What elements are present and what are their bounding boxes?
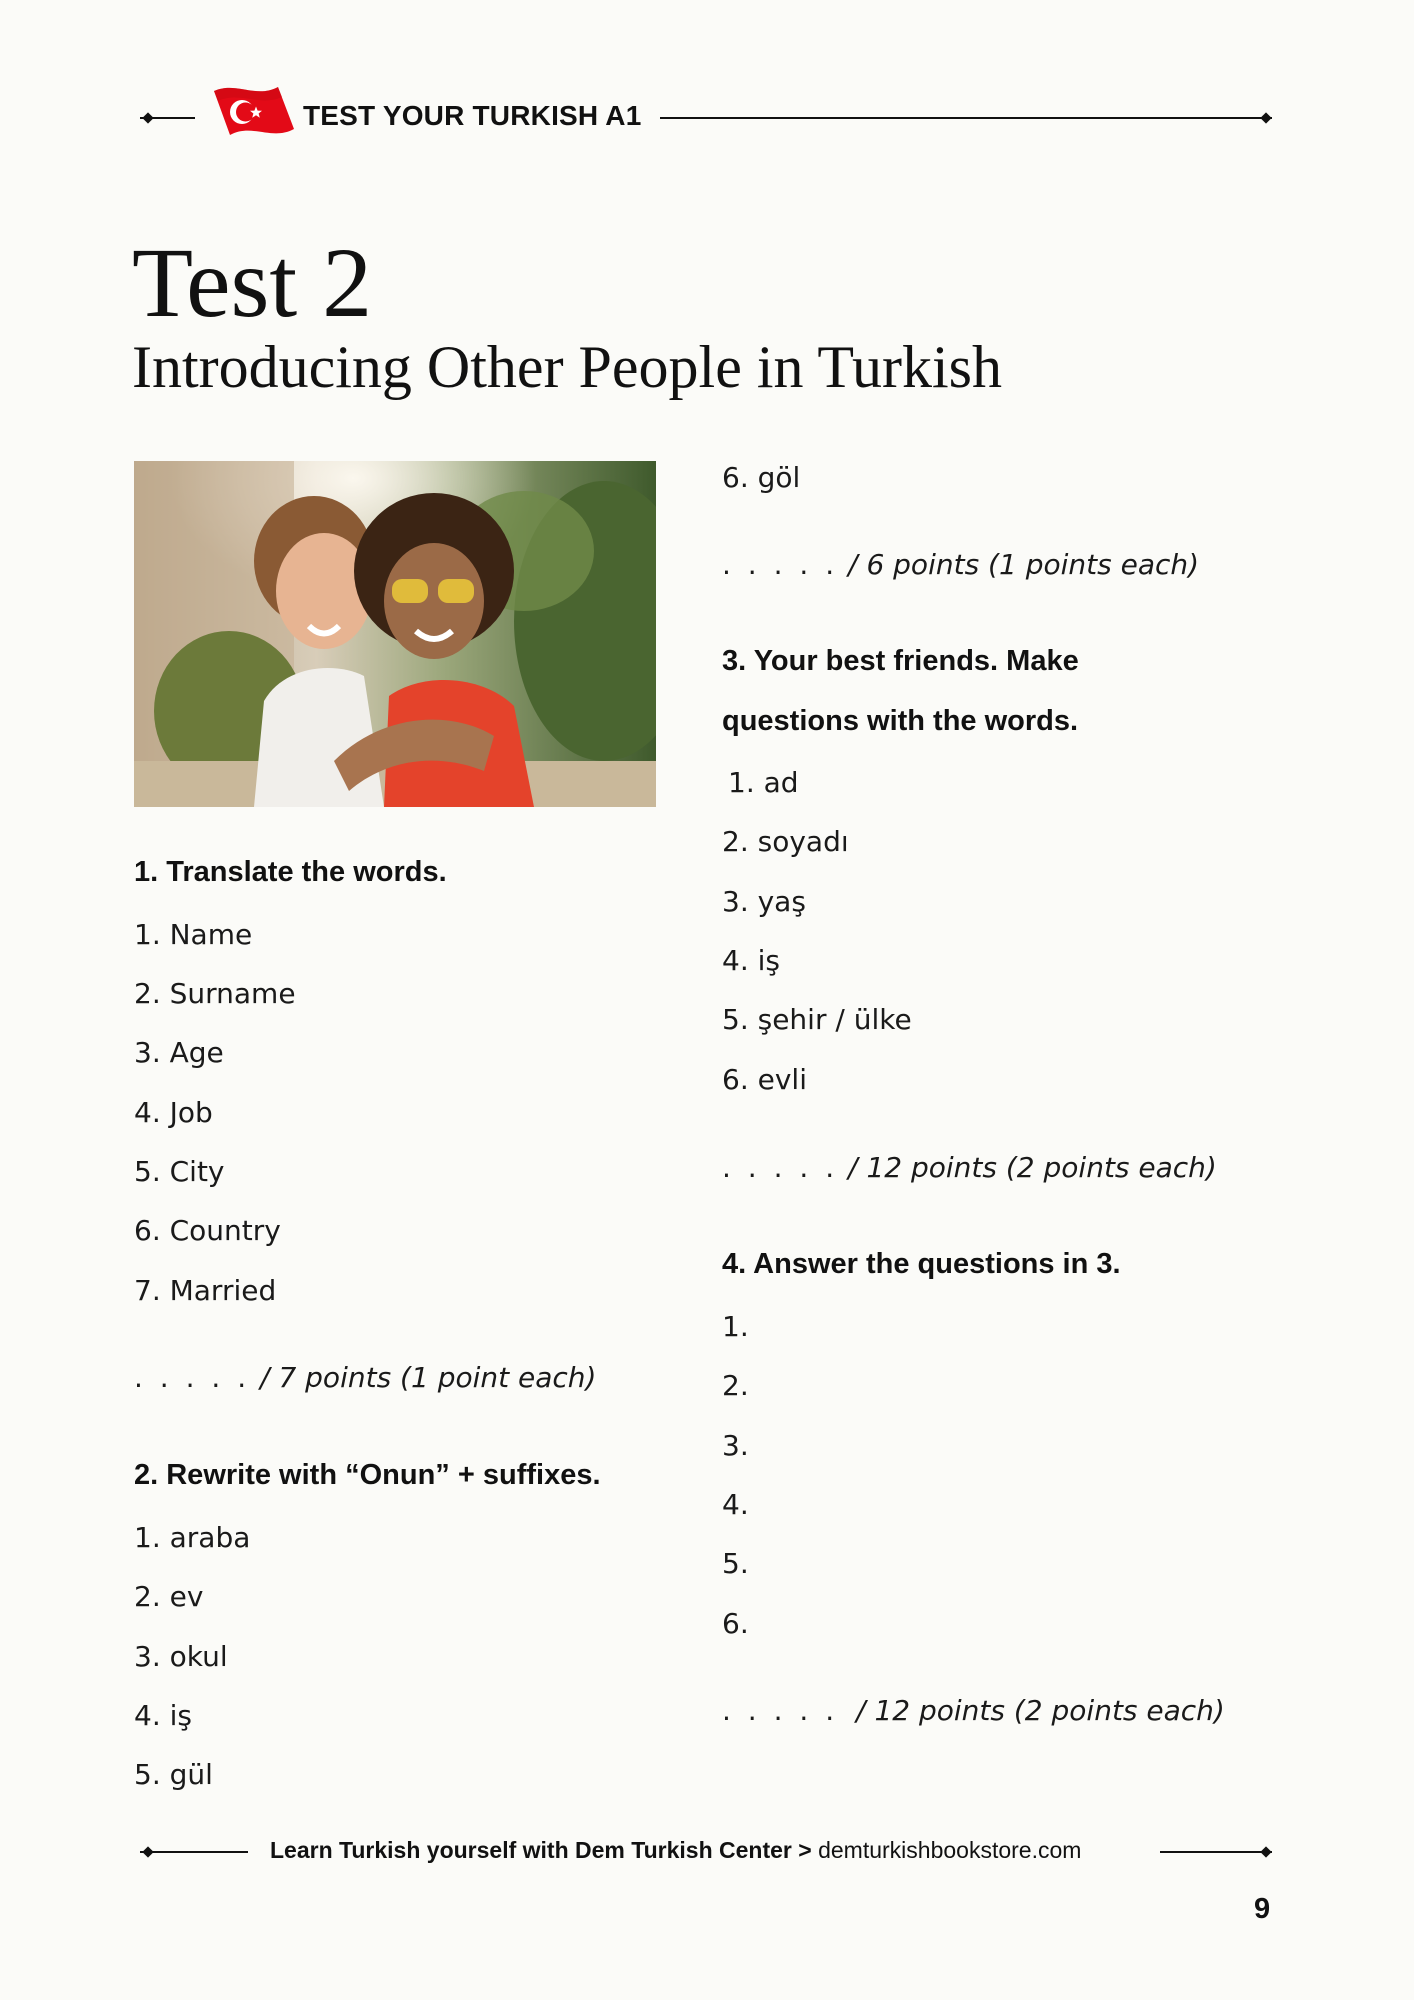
page-subtitle: Introducing Other People in Turkish	[132, 334, 1002, 400]
list-item: 1. Name	[134, 918, 253, 951]
footer-text	[270, 1837, 1081, 1864]
header-rule-left-end	[142, 112, 153, 123]
list-item: 6.	[722, 1607, 749, 1640]
footer-link[interactable]: demturkishbookstore.com	[818, 1837, 1082, 1863]
list-item: 3. okul	[134, 1640, 228, 1673]
section2-heading: 2. Rewrite with “Onun” + suffixes.	[134, 1459, 601, 1491]
list-item: 2.	[722, 1369, 749, 1402]
list-item: 7. Married	[134, 1274, 277, 1307]
score-points: / 12 points (2 points each)	[856, 1694, 1225, 1727]
list-item: 3.	[722, 1429, 749, 1462]
footer-rule-left	[140, 1851, 248, 1853]
footer-rule-right	[1160, 1851, 1272, 1853]
score-blank: . . . . .	[134, 1361, 251, 1394]
list-item: 5. gül	[134, 1758, 213, 1791]
page-title: Test 2	[132, 227, 373, 338]
section3-heading-line1: 3. Your best friends. Make	[722, 645, 1079, 677]
turkish-flag-icon	[208, 77, 300, 147]
list-item: 1.	[722, 1310, 749, 1343]
score-blank: . . . . .	[722, 548, 839, 581]
list-item: 5.	[722, 1547, 749, 1580]
section4-score	[722, 1694, 1225, 1727]
list-item: 2. soyadı	[722, 825, 849, 858]
list-item: 2. ev	[134, 1580, 204, 1613]
list-item: 6. göl	[722, 461, 801, 494]
list-item: 1. araba	[134, 1521, 251, 1554]
photo-two-friends-hugging	[134, 461, 656, 807]
header-rule-right	[660, 117, 1272, 119]
list-item: 4.	[722, 1488, 749, 1521]
page-number: 9	[1254, 1893, 1271, 1925]
photo-illustration	[134, 461, 656, 807]
list-item: 6. evli	[722, 1063, 807, 1096]
section1-score	[134, 1361, 596, 1394]
section1-heading: 1. Translate the words.	[134, 856, 447, 888]
header-title: TEST YOUR TURKISH A1	[303, 100, 642, 131]
score-points: / 12 points (2 points each)	[848, 1151, 1217, 1184]
footer-rule-right-end	[1260, 1846, 1271, 1857]
header-rule-right-end	[1260, 112, 1271, 123]
list-item: 4. iş	[134, 1699, 192, 1732]
section4-heading: 4. Answer the questions in 3.	[722, 1248, 1121, 1280]
score-blank: . . . . .	[722, 1151, 839, 1184]
list-item: 5. şehir / ülke	[722, 1003, 912, 1036]
list-item: 2. Surname	[134, 977, 296, 1010]
list-item: 3. yaş	[722, 885, 806, 918]
list-item: 6. Country	[134, 1214, 281, 1247]
score-points: / 7 points (1 point each)	[260, 1361, 597, 1394]
score-points: / 6 points (1 points each)	[848, 548, 1200, 581]
list-item: 4. iş	[722, 944, 780, 977]
score-blank: . . . . .	[722, 1694, 839, 1727]
chevron-right-icon: >	[798, 1837, 812, 1863]
section3-score	[722, 1151, 1217, 1184]
list-item: 3. Age	[134, 1036, 224, 1069]
list-item: 1. ad	[728, 766, 799, 799]
section2-score	[722, 548, 1199, 581]
footer-rule-left-end	[142, 1846, 153, 1857]
list-item: 4. Job	[134, 1096, 213, 1129]
section3-heading-line2: questions with the words.	[722, 705, 1079, 737]
footer-tagline: Learn Turkish yourself with Dem Turkish Center	[270, 1837, 792, 1863]
list-item: 5. City	[134, 1155, 225, 1188]
